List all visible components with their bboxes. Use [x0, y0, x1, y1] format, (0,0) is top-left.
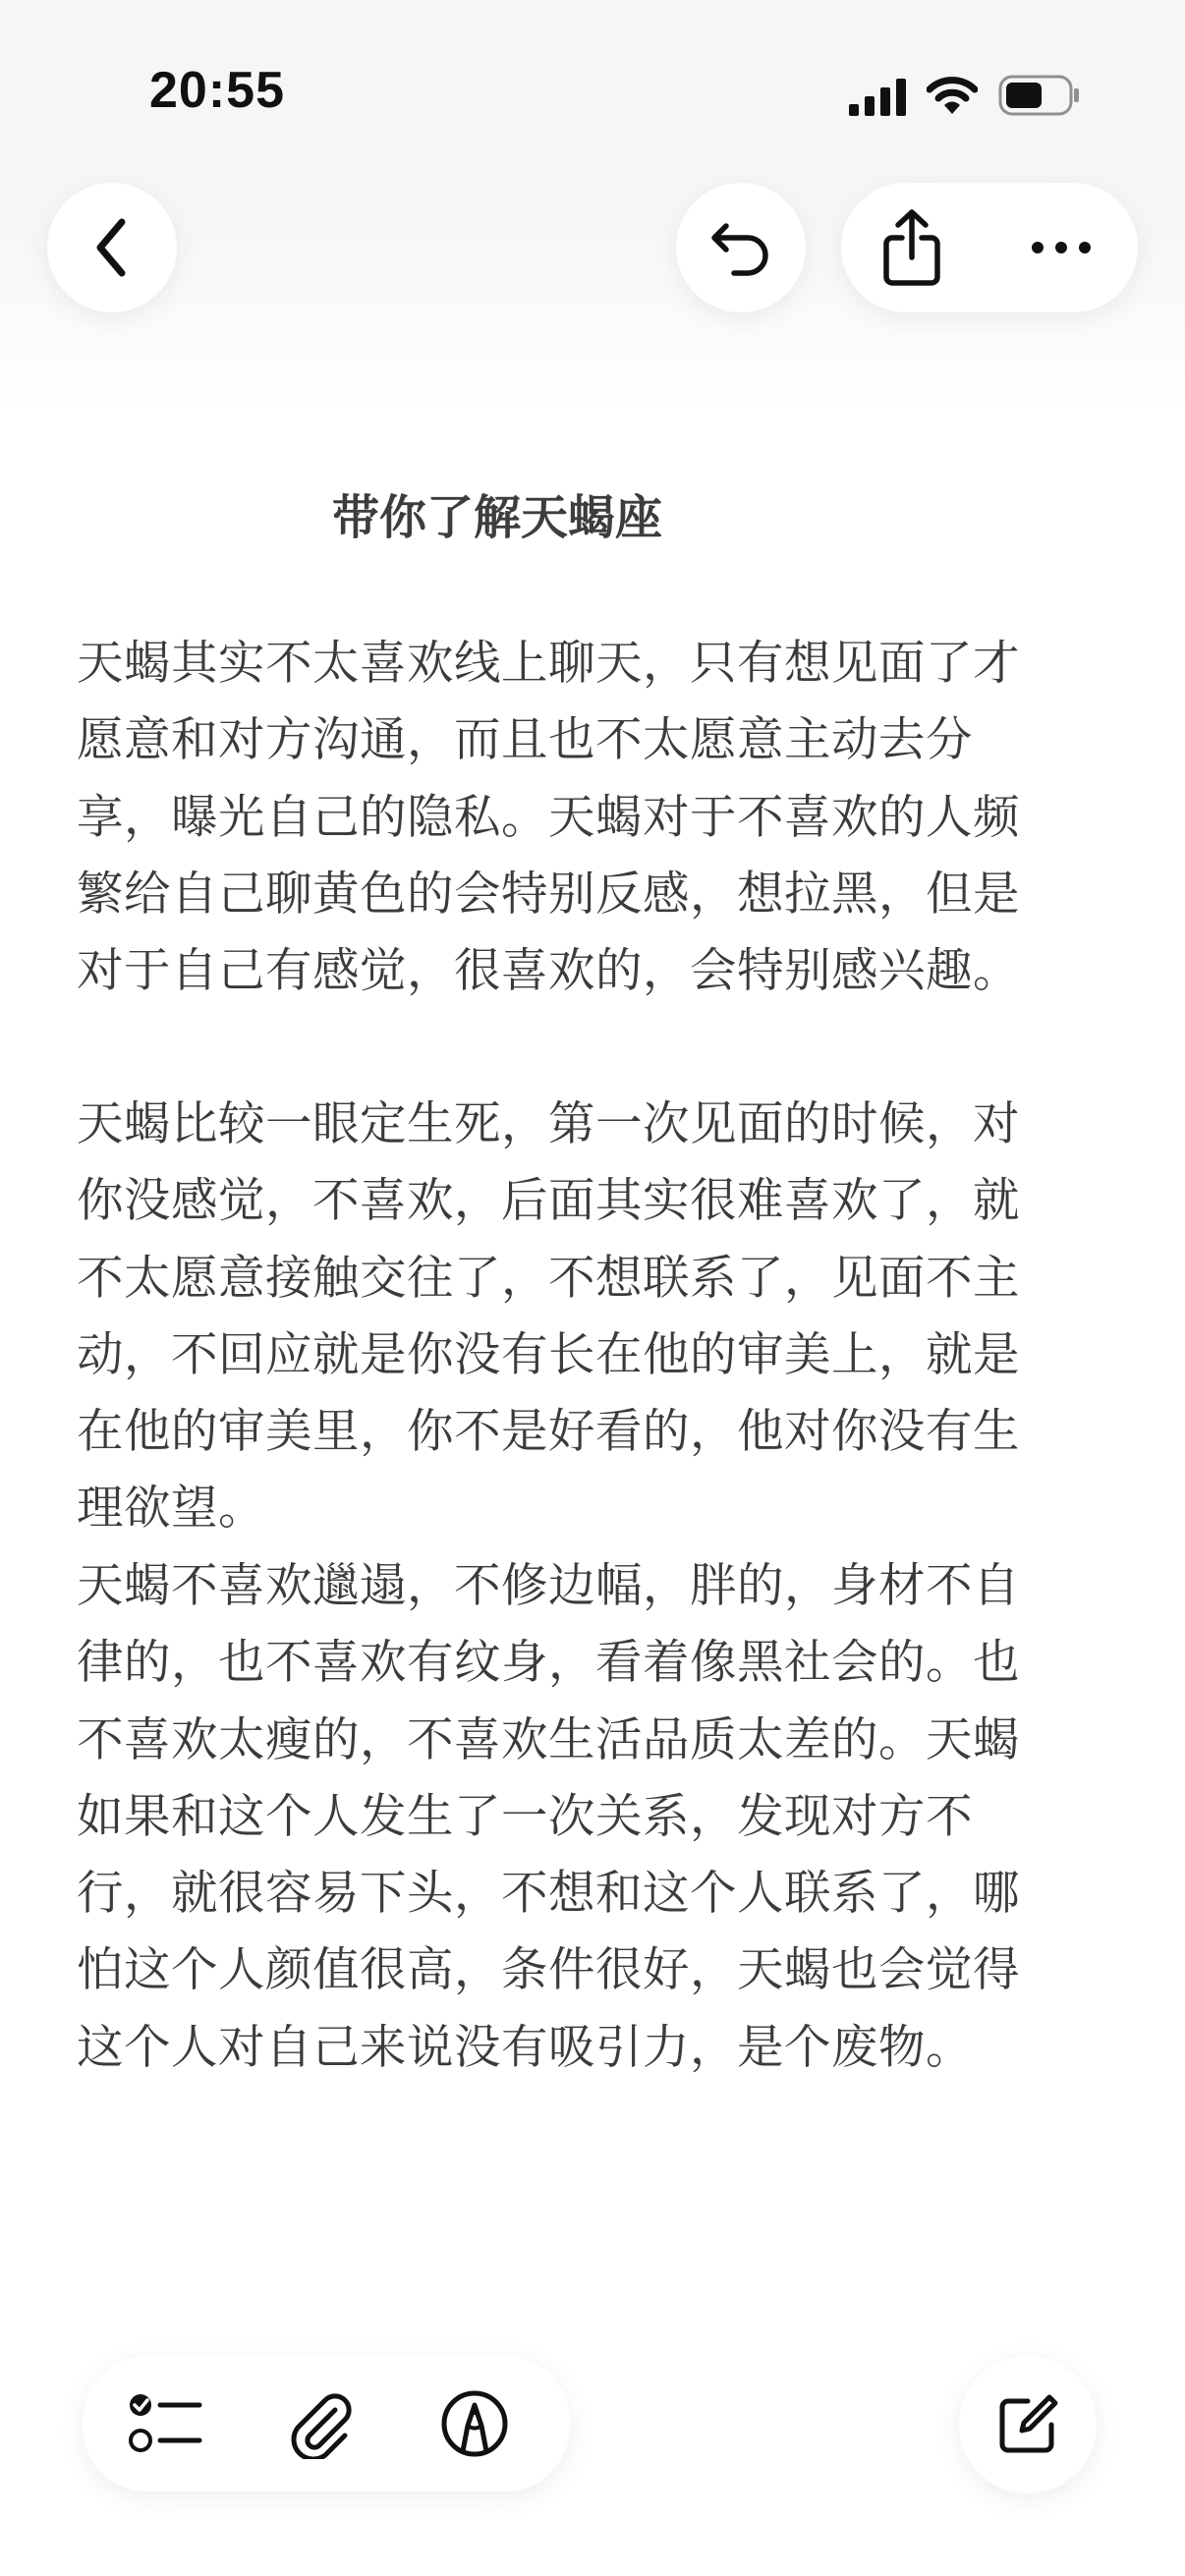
- text-line: 律的，也不喜欢有纹身，看着像黑社会的。也: [77, 1636, 1020, 1691]
- more-button[interactable]: [1026, 203, 1097, 292]
- note-paragraph-3: [77, 1548, 1128, 2087]
- attachment-button[interactable]: [276, 2380, 365, 2468]
- status-time: 20:55: [149, 62, 285, 119]
- text-line: 享，曝光自己的隐私。天蝎对于不喜欢的人频: [77, 790, 1020, 845]
- paperclip-icon: [286, 2388, 355, 2459]
- text-line: 动，不回应就是你没有长在他的审美上，就是: [77, 1327, 1020, 1382]
- markup-button[interactable]: [430, 2380, 519, 2468]
- text-line: 理欲望。: [77, 1482, 265, 1537]
- checklist-button[interactable]: [122, 2380, 210, 2468]
- more-icon: [1031, 241, 1092, 254]
- format-toolbar: [83, 2356, 570, 2492]
- status-bar: [0, 0, 1185, 177]
- text-line: 怕这个人颜值很高，条件很好，天蝎也会觉得: [77, 1943, 1020, 1998]
- share-icon: [880, 208, 943, 287]
- text-line: 愿意和对方沟通，而且也不太愿意主动去分: [77, 713, 973, 768]
- text-line: 你没感觉，不喜欢，后面其实很难喜欢了，就: [77, 1174, 1020, 1229]
- text-line: 如果和这个人发生了一次关系，发现对方不: [77, 1789, 973, 1844]
- text-line: 行，就很容易下头，不想和这个人联系了，哪: [77, 1867, 1020, 1922]
- text-line: 不喜欢太瘦的，不喜欢生活品质太差的。天蝎: [77, 1712, 1020, 1767]
- note-paragraph-2: [77, 1087, 1128, 1548]
- checklist-icon: [129, 2391, 203, 2456]
- compose-icon: [994, 2391, 1061, 2458]
- new-note-button[interactable]: [959, 2356, 1097, 2493]
- back-button[interactable]: [47, 183, 177, 312]
- share-button[interactable]: [876, 203, 947, 292]
- text-line: 繁给自己聊黄色的会特别反感，想拉黑，但是: [77, 867, 1020, 922]
- text-line: 在他的审美里，你不是好看的，他对你没有生: [77, 1405, 1020, 1460]
- back-chevron-icon: [90, 216, 134, 279]
- text-line: 对于自己有感觉，很喜欢的，会特别感兴趣。: [77, 944, 1020, 999]
- wifi-icon: [927, 75, 978, 116]
- text-line: 天蝎不喜欢邋遢，不修边幅，胖的，身材不自: [77, 1559, 1020, 1613]
- undo-button[interactable]: [676, 183, 806, 312]
- text-line: 天蝎其实不太喜欢线上聊天，只有想见面了才: [77, 637, 1020, 691]
- note-title: 带你了解天蝎座: [332, 490, 663, 545]
- markup-pen-icon: [439, 2388, 510, 2459]
- text-line: 这个人对自己来说没有吸引力，是个废物。: [77, 2020, 973, 2075]
- text-line: 天蝎比较一眼定生死，第一次见面的时候，对: [77, 1097, 1020, 1151]
- cellular-signal-icon: [849, 79, 906, 116]
- text-line: 不太愿意接触交往了，不想联系了，见面不主: [77, 1251, 1020, 1306]
- battery-icon: [998, 74, 1081, 117]
- share-more-group: [841, 183, 1138, 312]
- note-paragraph-1: [77, 626, 1128, 1010]
- undo-icon: [708, 218, 773, 277]
